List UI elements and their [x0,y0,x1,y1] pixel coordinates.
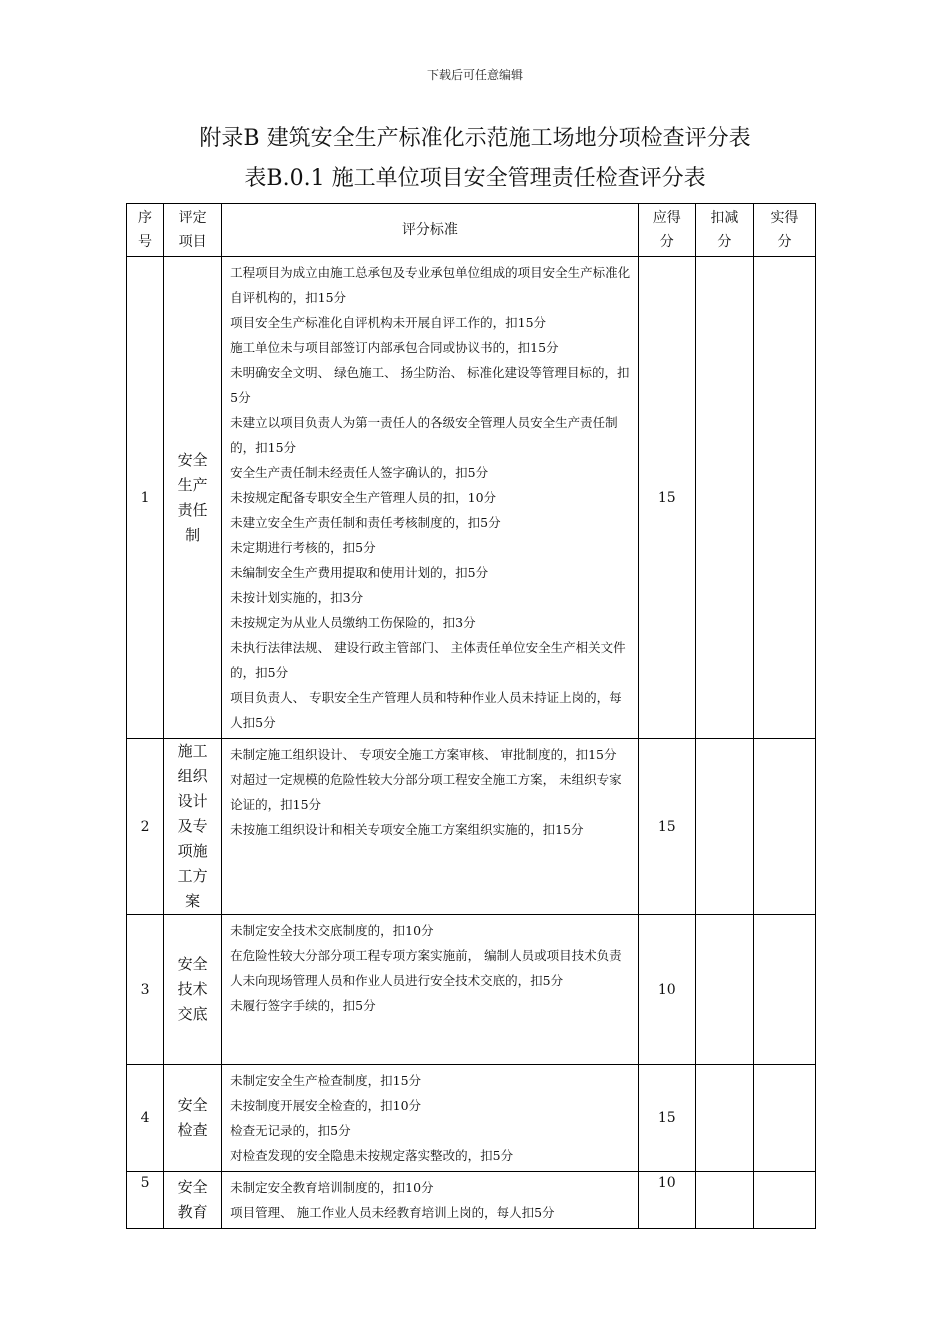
row-item [164,1172,222,1229]
table-row [127,1065,816,1172]
criteria-line: 项目管理、 施工作业人员未经教育培训上岗的，每人扣5分 [230,1205,555,1220]
criteria-line: 项目负责人、 专职安全生产管理人员和特种作业人员未持证上岗的，每人扣5分 [230,690,622,730]
criteria-line: 未按规定配备专职安全生产管理人员的扣，10分 [230,490,497,505]
score-table [126,203,816,1229]
criteria-line: 对超过一定规模的危险性较大分部分项工程安全施工方案， 未组织专家论证的，扣15分 [230,772,622,812]
criteria-line: 未制定施工组织设计、 专项安全施工方案审核、 审批制度的，扣15分 [230,747,617,762]
item-line: 责任 [177,500,208,519]
item-line: 安全 [177,1096,208,1114]
row-due-score: 10 [638,915,695,1065]
header-note: 下载后可任意编辑 [426,68,523,82]
criteria-line: 未建立安全生产责任制和责任考核制度的，扣5分 [230,515,501,530]
header-item [164,204,222,257]
item-line: 制 [185,525,201,544]
header-criteria: 评分标准 [222,204,639,257]
criteria-line: 检查无记录的，扣5分 [230,1123,351,1138]
row-item [164,915,222,1065]
row-due-score: 15 [638,1065,695,1172]
criteria-line: 未制定安全生产检查制度，扣15分 [230,1073,422,1088]
item-line: 及专 [177,817,208,835]
page-title: 附录B 建筑安全生产标准化示范施工场地分项检查评分表 [199,126,751,151]
row-actual-score [753,1172,815,1229]
criteria-line: 在危险性较大分部分项工程专项方案实施前， 编制人员或项目技术负责人未向现场管理人员和作业人员进行安全技术交底的，扣5分 [230,948,622,988]
item-line: 生产 [177,475,208,494]
header-no [127,204,164,257]
row-no: 4 [127,1065,164,1172]
row-deduct-score [695,915,753,1065]
criteria-line: 未制定安全技术交底制度的，扣10分 [230,923,434,938]
table-row [127,739,816,915]
item-line: 项施 [177,842,208,860]
criteria-line: 未按施工组织设计和相关专项安全施工方案组织实施的，扣15分 [230,822,584,837]
criteria-line: 未明确安全文明、 绿色施工、 扬尘防治、 标准化建设等管理目标的，扣5分 [230,365,630,405]
criteria-line: 未编制安全生产费用提取和使用计划的，扣5分 [230,565,489,580]
item-line: 设计 [177,792,208,810]
header-due [638,204,695,257]
row-criteria [222,1065,639,1172]
row-due-score: 15 [638,739,695,915]
row-criteria [222,1172,639,1229]
criteria-line: 未按制度开展安全检查的，扣10分 [230,1098,422,1113]
criteria-line: 对检查发现的安全隐患未按规定落实整改的，扣5分 [230,1148,514,1163]
header-actual-line: 实得 [770,210,799,226]
row-due-score: 15 [638,257,695,739]
row-no: 1 [127,257,164,739]
item-line: 案 [185,892,201,910]
row-deduct-score [695,1065,753,1172]
item-line: 工方 [177,867,208,885]
item-line: 交底 [177,1005,208,1023]
header-due-line: 应得 [652,210,681,226]
item-line: 检查 [177,1121,208,1139]
row-actual-score [753,1065,815,1172]
header-due-line: 分 [659,234,674,250]
table-row [127,1172,816,1229]
row-item [164,739,222,915]
criteria-line: 工程项目为成立由施工总承包及专业承包单位组成的项目安全生产标准化自评机构的，扣15分 [230,265,631,305]
table-title: 表B.0.1 施工单位项目安全管理责任检查评分表 [244,166,706,191]
row-item [164,1065,222,1172]
row-deduct-score [695,1172,753,1229]
row-no: 3 [127,915,164,1065]
row-criteria [222,915,639,1065]
criteria-line: 未定期进行考核的，扣5分 [230,540,376,555]
item-line: 安全 [177,450,208,469]
criteria-line: 未按规定为从业人员缴纳工伤保险的，扣3分 [230,615,476,630]
table-row [127,915,816,1065]
criteria-line: 未按计划实施的，扣3分 [230,590,364,605]
item-line: 施工 [177,742,208,760]
criteria-line: 安全生产责任制未经责任人签字确认的，扣5分 [230,465,489,480]
criteria-line: 未执行法律法规、 建设行政主管部门、 主体责任单位安全生产相关文件的，扣5分 [230,640,626,680]
row-no: 5 [127,1172,164,1229]
header-deduct-line: 扣减 [710,210,739,226]
header-actual-line: 分 [777,234,792,250]
header-actual [753,204,815,257]
item-line: 教育 [177,1203,208,1221]
criteria-line: 未制定安全教育培训制度的，扣10分 [230,1180,434,1195]
item-line: 安全 [177,1178,208,1196]
row-deduct-score [695,739,753,915]
item-line: 组织 [177,767,208,785]
header-item-line: 评定 [178,210,207,226]
item-line: 技术 [177,980,208,998]
row-deduct-score [695,257,753,739]
item-line: 安全 [177,955,208,973]
row-actual-score [753,915,815,1065]
criteria-line: 未建立以项目负责人为第一责任人的各级安全管理人员安全生产责任制的，扣15分 [230,415,618,455]
table-row [127,257,816,739]
header-item-line: 项目 [178,234,207,250]
row-criteria [222,739,639,915]
row-item [164,257,222,739]
row-criteria [222,257,639,739]
criteria-line: 未履行签字手续的，扣5分 [230,998,376,1013]
row-actual-score [753,739,815,915]
header-no-line: 序 [138,210,153,226]
header-deduct-line: 分 [717,234,732,250]
row-actual-score [753,257,815,739]
header-no-line: 号 [138,234,153,250]
criteria-line: 项目安全生产标准化自评机构未开展自评工作的，扣15分 [230,315,547,330]
row-due-score: 10 [638,1172,695,1229]
criteria-line: 施工单位未与项目部签订内部承包合同或协议书的，扣15分 [230,340,559,355]
row-no: 2 [127,739,164,915]
header-deduct [695,204,753,257]
table-header-row [127,204,816,257]
